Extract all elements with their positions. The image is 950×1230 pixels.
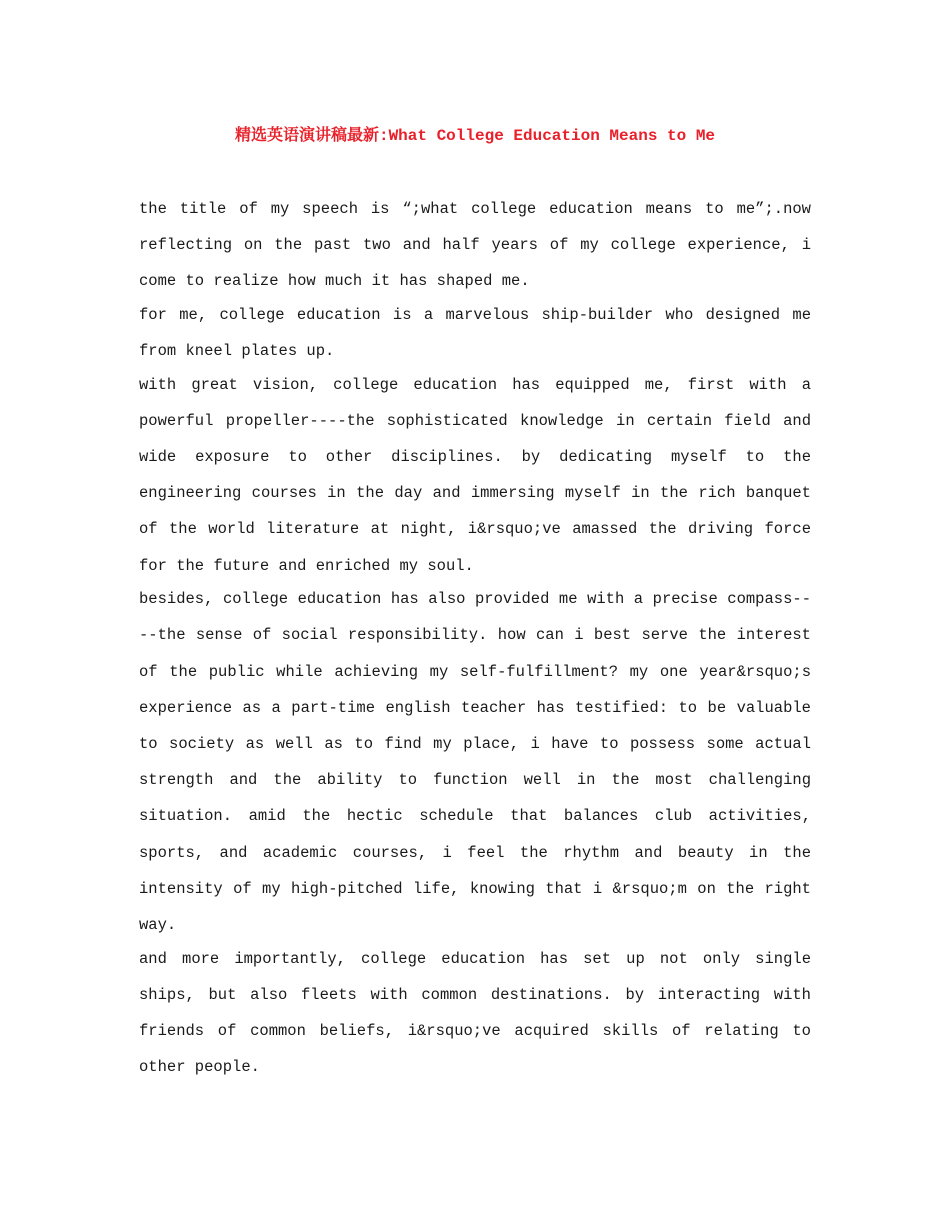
paragraph-1: the title of my speech is “;what college education means to me”;.now reflecting on the past two and half years of my college experience, i come to realize how much it has shaped me. — [139, 200, 811, 291]
document-title: 精选英语演讲稿最新:What College Education Means to Me — [234, 127, 716, 145]
paragraph-5: and more importantly, college education has set up not only single ships, but also fleets with common destinations. by interacting with friends of common beliefs, i&rsquo;ve acquired skills of relating to other people. — [139, 949, 811, 1077]
paragraph-3: with great vision, college education has equipped me, first with a powerful propeller----the sophisticated knowledge in certain field and wide exposure to other disciplines. by dedicating myself to the engineering courses in the day and immersing myself in the rich banquet of the world literature at night, i&rsquo;ve amassed the driving force for the future and enriched my soul. — [139, 375, 811, 575]
paragraph-4: besides, college education has also provided me with a precise compass----the sense of social responsibility. how can i best serve the interest of the public while achieving my self-fulfillment? my one year&rsquo;s experience as a part-time english teacher has testified: to be valuable to society as well as to find my place, i have to possess some actual strength and the ability to function well in the most challenging situation. amid the hectic schedule that balances club activities, sports, and academic courses, i feel the rhythm and beauty in the intensity of my high-pitched life, knowing that i &rsquo;m on the right way. — [139, 590, 811, 934]
document-body — [139, 191, 811, 1083]
paragraph-2: for me, college education is a marvelous ship-builder who designed me from kneel plates up. — [139, 305, 811, 361]
